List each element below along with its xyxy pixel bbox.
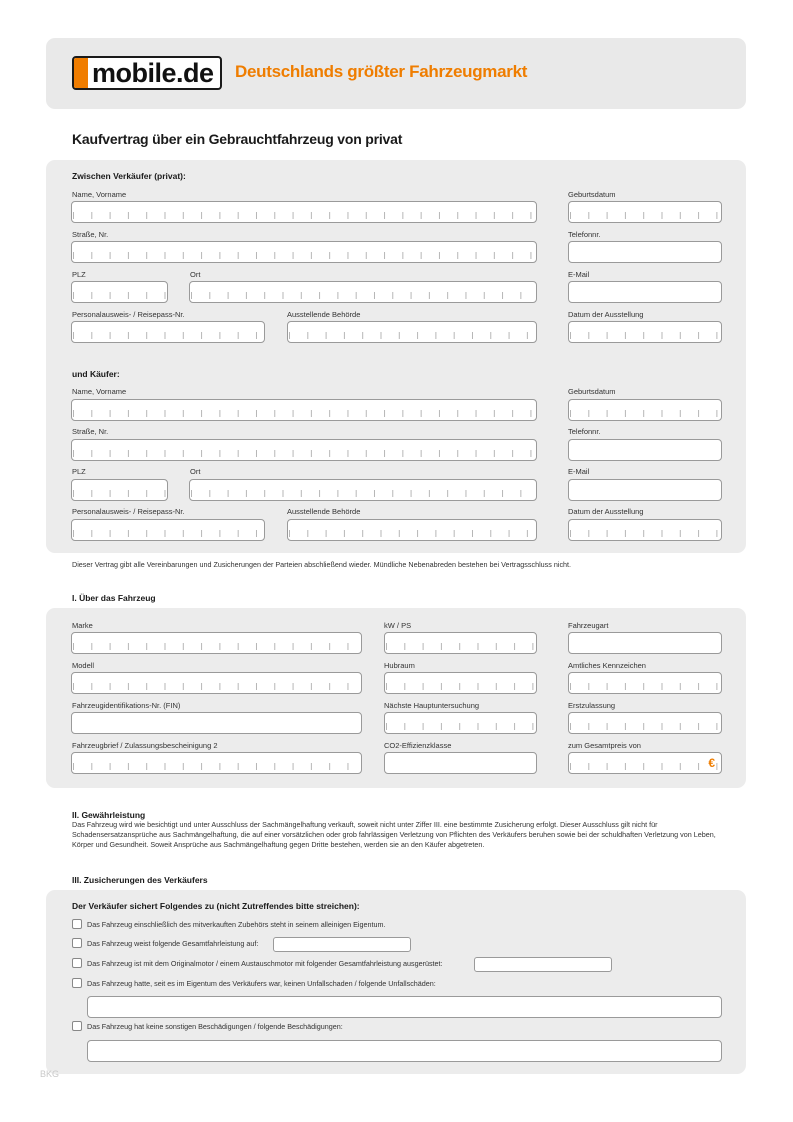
seller-email-input[interactable] [568, 281, 722, 303]
seller-phone-label: Telefonnr. [568, 230, 601, 239]
kw-label: kW / PS [384, 621, 412, 630]
buyer-id-input[interactable] [71, 519, 265, 541]
buyer-city-input[interactable] [189, 479, 537, 501]
seller-name-input[interactable] [71, 201, 537, 223]
assurance-text-2: Das Fahrzeug weist folgende Gesamtfahrleistung auf: [87, 939, 259, 948]
co2-input[interactable] [384, 752, 537, 774]
vehicle-heading: I. Über das Fahrzeug [72, 593, 156, 603]
assurance-text-1: Das Fahrzeug einschließlich des mitverkauften Zubehörs steht in seinem alleinigen Eigentum. [87, 920, 386, 929]
buyer-authority-input[interactable] [287, 519, 537, 541]
buyer-city-label: Ort [190, 467, 201, 476]
brand-label: Marke [72, 621, 93, 630]
warranty-heading: II. Gewährleistung [72, 810, 146, 820]
model-label: Modell [72, 661, 95, 670]
price-label: zum Gesamtpreis von [568, 741, 641, 750]
seller-city-input[interactable] [189, 281, 537, 303]
seller-phone-input[interactable] [568, 241, 722, 263]
displacement-input[interactable] [384, 672, 537, 694]
euro-sign: € [708, 756, 715, 770]
assurance-checkbox-4[interactable] [72, 978, 82, 988]
brand-input[interactable] [71, 632, 362, 654]
vehicle-type-label: Fahrzeugart [568, 621, 609, 630]
co2-label: CO2-Effizienzklasse [384, 741, 452, 750]
buyer-issue-input[interactable] [568, 519, 722, 541]
inspection-label: Nächste Hauptuntersuchung [384, 701, 480, 710]
seller-birth-label: Geburtsdatum [568, 190, 616, 199]
registration-label: Erstzulassung [568, 701, 616, 710]
vehicle-type-input[interactable] [568, 632, 722, 654]
assurances-heading: III. Zusicherungen des Verkäufers [72, 875, 208, 885]
assurance-checkbox-3[interactable] [72, 958, 82, 968]
buyer-id-label: Personalausweis- / Reisepass-Nr. [72, 507, 185, 516]
seller-id-input[interactable] [71, 321, 265, 343]
seller-authority-label: Ausstellende Behörde [287, 310, 361, 319]
tagline: Deutschlands größter Fahrzeugmarkt [235, 62, 528, 81]
document-title: Kaufvertrag über ein Gebrauchtfahrzeug von privat [72, 131, 403, 147]
buyer-authority-label: Ausstellende Behörde [287, 507, 361, 516]
seller-zip-input[interactable] [71, 281, 168, 303]
seller-heading: Zwischen Verkäufer (privat): [72, 171, 186, 181]
registration-input[interactable] [568, 712, 722, 734]
seller-birth-input[interactable] [568, 201, 722, 223]
papers-label: Fahrzeugbrief / Zulassungsbescheinigung 2 [72, 741, 218, 750]
seller-street-input[interactable] [71, 241, 537, 263]
buyer-email-label: E-Mail [568, 467, 590, 476]
seller-id-label: Personalausweis- / Reisepass-Nr. [72, 310, 185, 319]
inspection-input[interactable] [384, 712, 537, 734]
mobile-de-logo [72, 56, 222, 90]
logo-text: mobile.de [92, 58, 214, 88]
buyer-street-input[interactable] [71, 439, 537, 461]
vin-input[interactable] [71, 712, 362, 734]
assurance-text-4: Das Fahrzeug hatte, seit es im Eigentum des Verkäufers war, keinen Unfallschaden / folgende Unfallschäden: [87, 979, 436, 988]
seller-issue-input[interactable] [568, 321, 722, 343]
warranty-text: Das Fahrzeug wird wie besichtigt und unter Ausschluss der Sachmängelhaftung verkauft, soweit nicht unter Ziffer III. eine bestimmte Zusicherung erfolgt. Dieser Ausschluss gilt nicht für Schadensersatzansprüche aus Sachmängelhaftung, die auf einer vorsätzlichen oder grob fahrlässigen Verletzung von Pflichten des Verkäufers beruhen sowie bei der schuldhaften Verletzung von Leben, Körper und Gesundheit. Soweit Ansprüche aus Sachmängelhaftung gegen Dritte bestehen, werden sie an den Käufer abgetreten. [72, 820, 716, 849]
buyer-name-input[interactable] [71, 399, 537, 421]
assurance-checkbox-5[interactable] [72, 1021, 82, 1031]
buyer-issue-label: Datum der Ausstellung [568, 507, 644, 516]
mileage-input[interactable] [273, 937, 411, 952]
seller-issue-label: Datum der Ausstellung [568, 310, 644, 319]
assurances-subheading: Der Verkäufer sichert Folgendes zu (nicht Zutreffendes bitte streichen): [72, 901, 360, 911]
seller-authority-input[interactable] [287, 321, 537, 343]
plate-label: Amtliches Kennzeichen [568, 661, 646, 670]
seller-email-label: E-Mail [568, 270, 590, 279]
buyer-email-input[interactable] [568, 479, 722, 501]
watermark: BKG [40, 1069, 60, 1079]
seller-name-label: Name, Vorname [72, 190, 127, 199]
buyer-phone-input[interactable] [568, 439, 722, 461]
assurance-text-5: Das Fahrzeug hat keine sonstigen Beschädigungen / folgende Beschädigungen: [87, 1022, 343, 1031]
buyer-heading: und Käufer: [72, 369, 120, 379]
logo-accent-bar [74, 58, 88, 88]
seller-street-label: Straße, Nr. [72, 230, 109, 239]
assurance-text-3: Das Fahrzeug ist mit dem Originalmotor / einem Austauschmotor mit folgender Gesamtfahrleistung ausgerüstet: [87, 959, 443, 968]
buyer-zip-label: PLZ [72, 467, 86, 476]
seller-city-label: Ort [190, 270, 201, 279]
buyer-street-label: Straße, Nr. [72, 427, 109, 436]
buyer-zip-input[interactable] [71, 479, 168, 501]
displacement-label: Hubraum [384, 661, 415, 670]
buyer-birth-label: Geburtsdatum [568, 387, 616, 396]
engine-mileage-input[interactable] [474, 957, 612, 972]
price-input[interactable] [568, 752, 722, 774]
plate-input[interactable] [568, 672, 722, 694]
buyer-phone-label: Telefonnr. [568, 427, 601, 436]
papers-input[interactable] [71, 752, 362, 774]
assurance-checkbox-2[interactable] [72, 938, 82, 948]
seller-zip-label: PLZ [72, 270, 86, 279]
model-input[interactable] [71, 672, 362, 694]
other-damage-input[interactable] [87, 1040, 722, 1062]
agreement-note: Dieser Vertrag gibt alle Vereinbarungen und Zusicherungen der Parteien abschließend wieder. Mündliche Nebenabreden bestehen bei Vertragsschluss nicht. [72, 560, 572, 569]
buyer-birth-input[interactable] [568, 399, 722, 421]
accident-damage-input[interactable] [87, 996, 722, 1018]
kw-input[interactable] [384, 632, 537, 654]
buyer-name-label: Name, Vorname [72, 387, 127, 396]
assurance-checkbox-1[interactable] [72, 919, 82, 929]
vin-label: Fahrzeugidentifikations-Nr. (FIN) [72, 701, 181, 710]
